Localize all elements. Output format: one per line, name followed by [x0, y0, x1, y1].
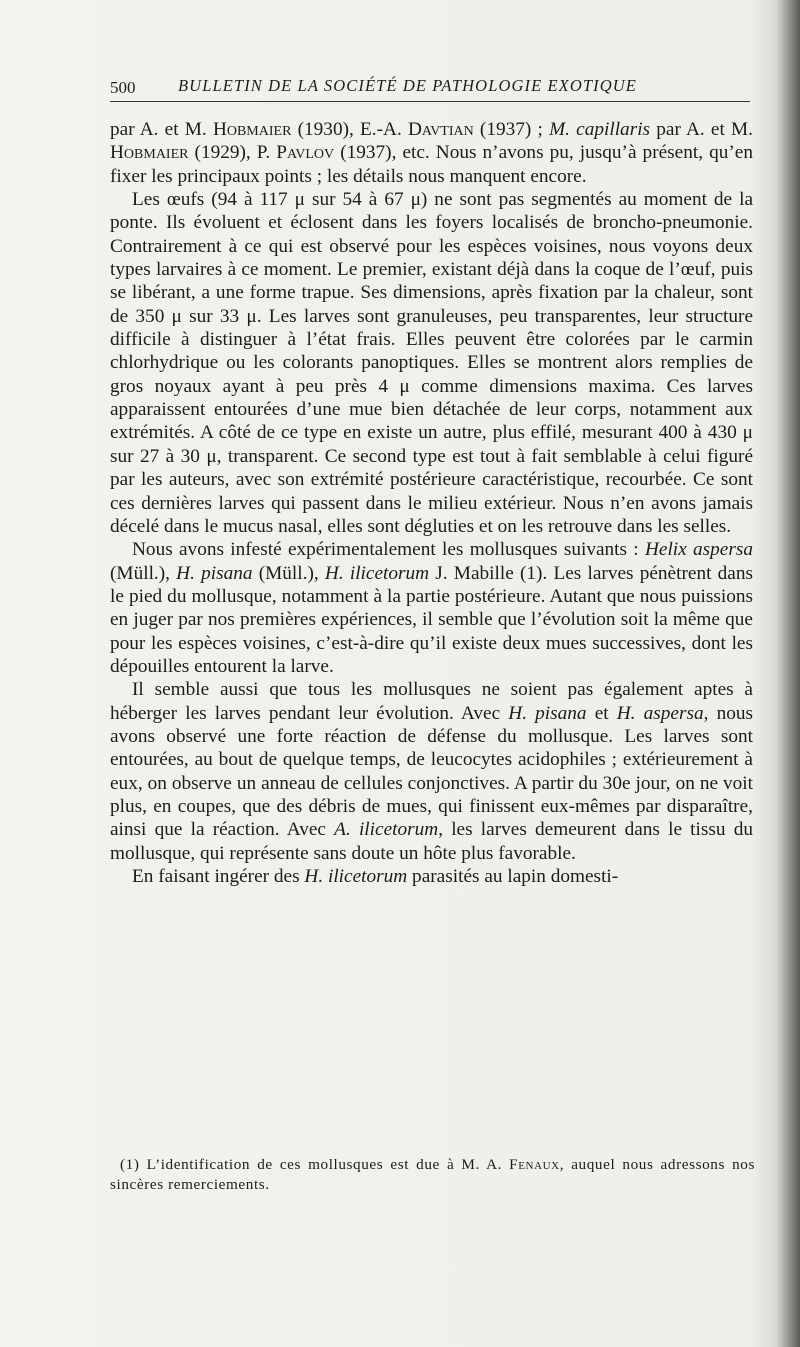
article-body [110, 118, 753, 888]
italic-text: H. pisana [508, 702, 587, 724]
text-run: En faisant ingérer des [132, 866, 305, 887]
italic-text: H. ilicetorum [324, 562, 430, 584]
author-name: Pavlov [276, 142, 335, 164]
text-run: J. Mabille (1). Les larves pénètrent dans le pied du mollusque, notamment à la partie postérieure. Autant que nous puissions en juger par nos premières expériences, il semble que l’évolution soit la même que pour les espèces voisines, c’est-à-dire qu’il existe deux mues successives, dont les dépouilles entourent la larve. [110, 562, 753, 677]
italic-text: M. capillaris [549, 119, 651, 140]
author-name: Davtian [407, 119, 474, 140]
italic-text: Helix aspersa [644, 539, 754, 561]
page-header [110, 74, 750, 98]
italic-text: H. pisana [176, 562, 253, 584]
italic-text: H. aspersa [616, 702, 704, 724]
author-name: Fenaux [509, 1156, 560, 1173]
paragraph [110, 188, 753, 538]
text-run: , les larves demeurent dans le tissu du mollusque, qui représente sans doute un hôte plus favorable. [110, 819, 754, 864]
text-run: (1930), E.-A. [291, 119, 408, 140]
text-run: , auquel nous adressons nos sincères remerciements. [110, 1156, 755, 1193]
text-run: parasités au lapin domesti- [407, 866, 619, 887]
author-name: Hobmaier [110, 142, 189, 164]
text-run: par A. et M. [650, 119, 753, 140]
text-run: et [586, 702, 617, 724]
footnote [110, 1155, 755, 1195]
text-run: (Müll.), [110, 562, 177, 584]
text-run: (1937), etc. Nous n’avons pu, jusqu’à présent, qu’en fixer les principaux points ; les détails nous manquent encore. [110, 142, 753, 187]
italic-text: H. ilicetorum [304, 866, 408, 887]
header-rule [110, 101, 750, 102]
paragraph [110, 865, 753, 888]
text-run: , nous avons observé une forte réaction de défense du mollusque. Les larves sont entourées, au bout de quelque temps, de leucocytes acidophiles ; extérieurement à eux, on observe un anneau de cellules conjonctives. A partir du 30e jour, on ne voit plus, en coupes, que des débris de mues, qui finissent eux-mêmes par disparaître, ainsi que la réaction. Avec [110, 702, 753, 841]
text-run: (1937) ; [473, 119, 550, 140]
text-run: (1929), P. [188, 142, 277, 164]
text-run: Les œufs (94 à 117 μ sur 54 à 67 μ) ne sont pas segmentés au moment de la ponte. Ils évoluent et éclosent dans les foyers localisés de broncho-pneumonie. Contrairement à ce qui est observé pour les espèces voisines, nous voyons deux types larvaires à ce moment. Le premier, existant déjà dans la coque de l’œuf, puis se libérant, a une forme trapue. Ses dimensions, après fixation par la chaleur, sont de 350 μ sur 33 μ. Les larves sont granuleuses, peu transparentes, leur structure difficile à distinguer à l’état frais. Elles peuvent être colorées par le carmin chlorhydrique ou les colorants panoptiques. Elles se montrent alors remplies de gros noyaux ayant à peu près 4 μ comme dimensions maxima. Ces larves apparaissent entourées d’une mue bien détachée de leur corps, notamment aux extrémités. A côté de ce type en existe un autre, plus effilé, mesurant 400 à 430 μ sur 27 à 30 μ, transparent. Ce second type est tout à fait semblable à celui figuré par les auteurs, avec son extrémité postérieure caractéristique, recourbée. Ce sont ces dernières larves qui passent dans le milieu extérieur. Nous n’en avons jamais décelé dans le mucus nasal, elles sont dégluties et on les retrouve dans les selles. [110, 189, 753, 537]
footnote-text [110, 1155, 755, 1195]
paragraph [110, 118, 753, 188]
text-run: (1) L’identification de ces mollusques est due à M. A. [120, 1156, 510, 1173]
text-run: Il semble aussi que tous les mollusques ne soient pas également aptes à héberger les larves pendant leur évolution. Avec [110, 679, 753, 724]
text-run: par A. et M. [110, 119, 213, 140]
italic-text: A. ilicetorum [334, 819, 439, 841]
text-run: (Müll.), [252, 562, 325, 584]
author-name: Hobmaier [212, 119, 292, 140]
page-number: 500 [110, 78, 136, 97]
paragraph [110, 538, 753, 678]
running-title: BULLETIN DE LA SOCIÉTÉ DE PATHOLOGIE EXOTIQUE [178, 76, 637, 95]
paragraph [110, 678, 753, 865]
text-run: Nous avons infesté expérimentalement les mollusques suivants : [132, 539, 645, 561]
